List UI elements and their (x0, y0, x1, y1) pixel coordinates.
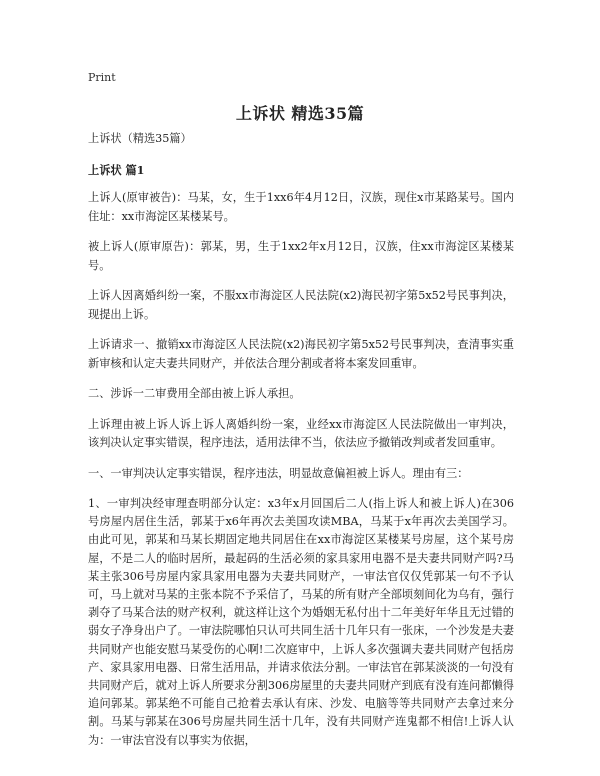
document-subtitle: 上诉状（精选35篇） (88, 132, 192, 145)
paragraph-request-1: 上诉请求一、撤销xx市海淀区人民法院(x2)海民初字第5x52号民事判决，查清事实重新审核和认定夫妻共同财产，并依法合理分割或者将本案发回重审。 (88, 338, 514, 370)
paragraph-appeal-intro: 上诉人因离婚纠纷一案，不服xx市海淀区人民法院(x2)海民初字第5x52号民事判决，现提出上诉。 (88, 289, 514, 321)
paragraph-reason-heading: 一、一审判决认定事实错误，程序违法，明显故意偏袒被上诉人。理由有三： (88, 466, 469, 480)
paragraph-appellant: 上诉人(原审被告)：马某，女，生于1xx6年4月12日，汉族，现住x市某路某号。国内住址：xx市海淀区某楼某号。 (88, 191, 514, 223)
print-label: Print (88, 71, 116, 84)
section-heading: 上诉状 篇1 (88, 162, 145, 177)
paragraph-reasons: 上诉理由被上诉人诉上诉人离婚纠纷一案，业经xx市海淀区人民法院做出一审判决，该判决认定事实错误，程序违法，适用法律不当，依法应予撤销改判或者发回重审。 (88, 417, 514, 449)
paragraph-reason-1: 1、一审判决经审理查明部分认定：x3年x月回国后二人(指上诉人和被上诉人)在306号房屋内居住生活，郭某于x6年再次去美国攻读MBA，马某于x年再次去美国学习。由此可见，郭某和马某长期固定地共同居住在xx市海淀区某楼某号房屋，这个某号房屋，不是二人的临时居所，最起码的生活必须的家具家用电器不是夫妻共同财产吗?马某主张306号房屋内家具家用电器为夫妻共同财产，一审法官仅仅凭郭某一句不予认可，马上就对马某的主张本院不予采信了，马某的所有财产全部顷刻间化为乌有，强行剥夺了马某合法的财产权利，就这样让这个为婚姻无私付出十二年美好年华且无过错的弱女子净身出户了。一审法院哪怕只认可共同生活十几年只有一张床，一个沙发是夫妻共同财产也能安慰马某受伤的心啊!二次庭审中，上诉人多次强调夫妻共同财产包括房产、家具家用电器、日常生活用品，并请求依法分割。一审法官在郭某淡淡的一句没有共同财产后，就对上诉人所要求分割306房屋里的夫妻共同财产到底有没有连问都懒得追问郭某。郭某绝不可能自己抢着去承认有床、沙发、电脑等等共同财产去拿过来分割。马某与郭某在306号房屋共同生活十几年，没有共同财产连鬼都不相信!上诉人认为：一审法官没有以事实为依据， (88, 497, 514, 747)
document-body (88, 130, 514, 750)
paragraph-request-2: 二、涉诉一二审费用全部由被上诉人承担。 (88, 387, 301, 400)
paragraph-appellee: 被上诉人(原审原告)：郭某，男，生于1xx2年x月12日，汉族，住xx市海淀区某楼某号。 (88, 240, 514, 272)
page-title: 上诉状 精选35篇 (235, 104, 365, 123)
